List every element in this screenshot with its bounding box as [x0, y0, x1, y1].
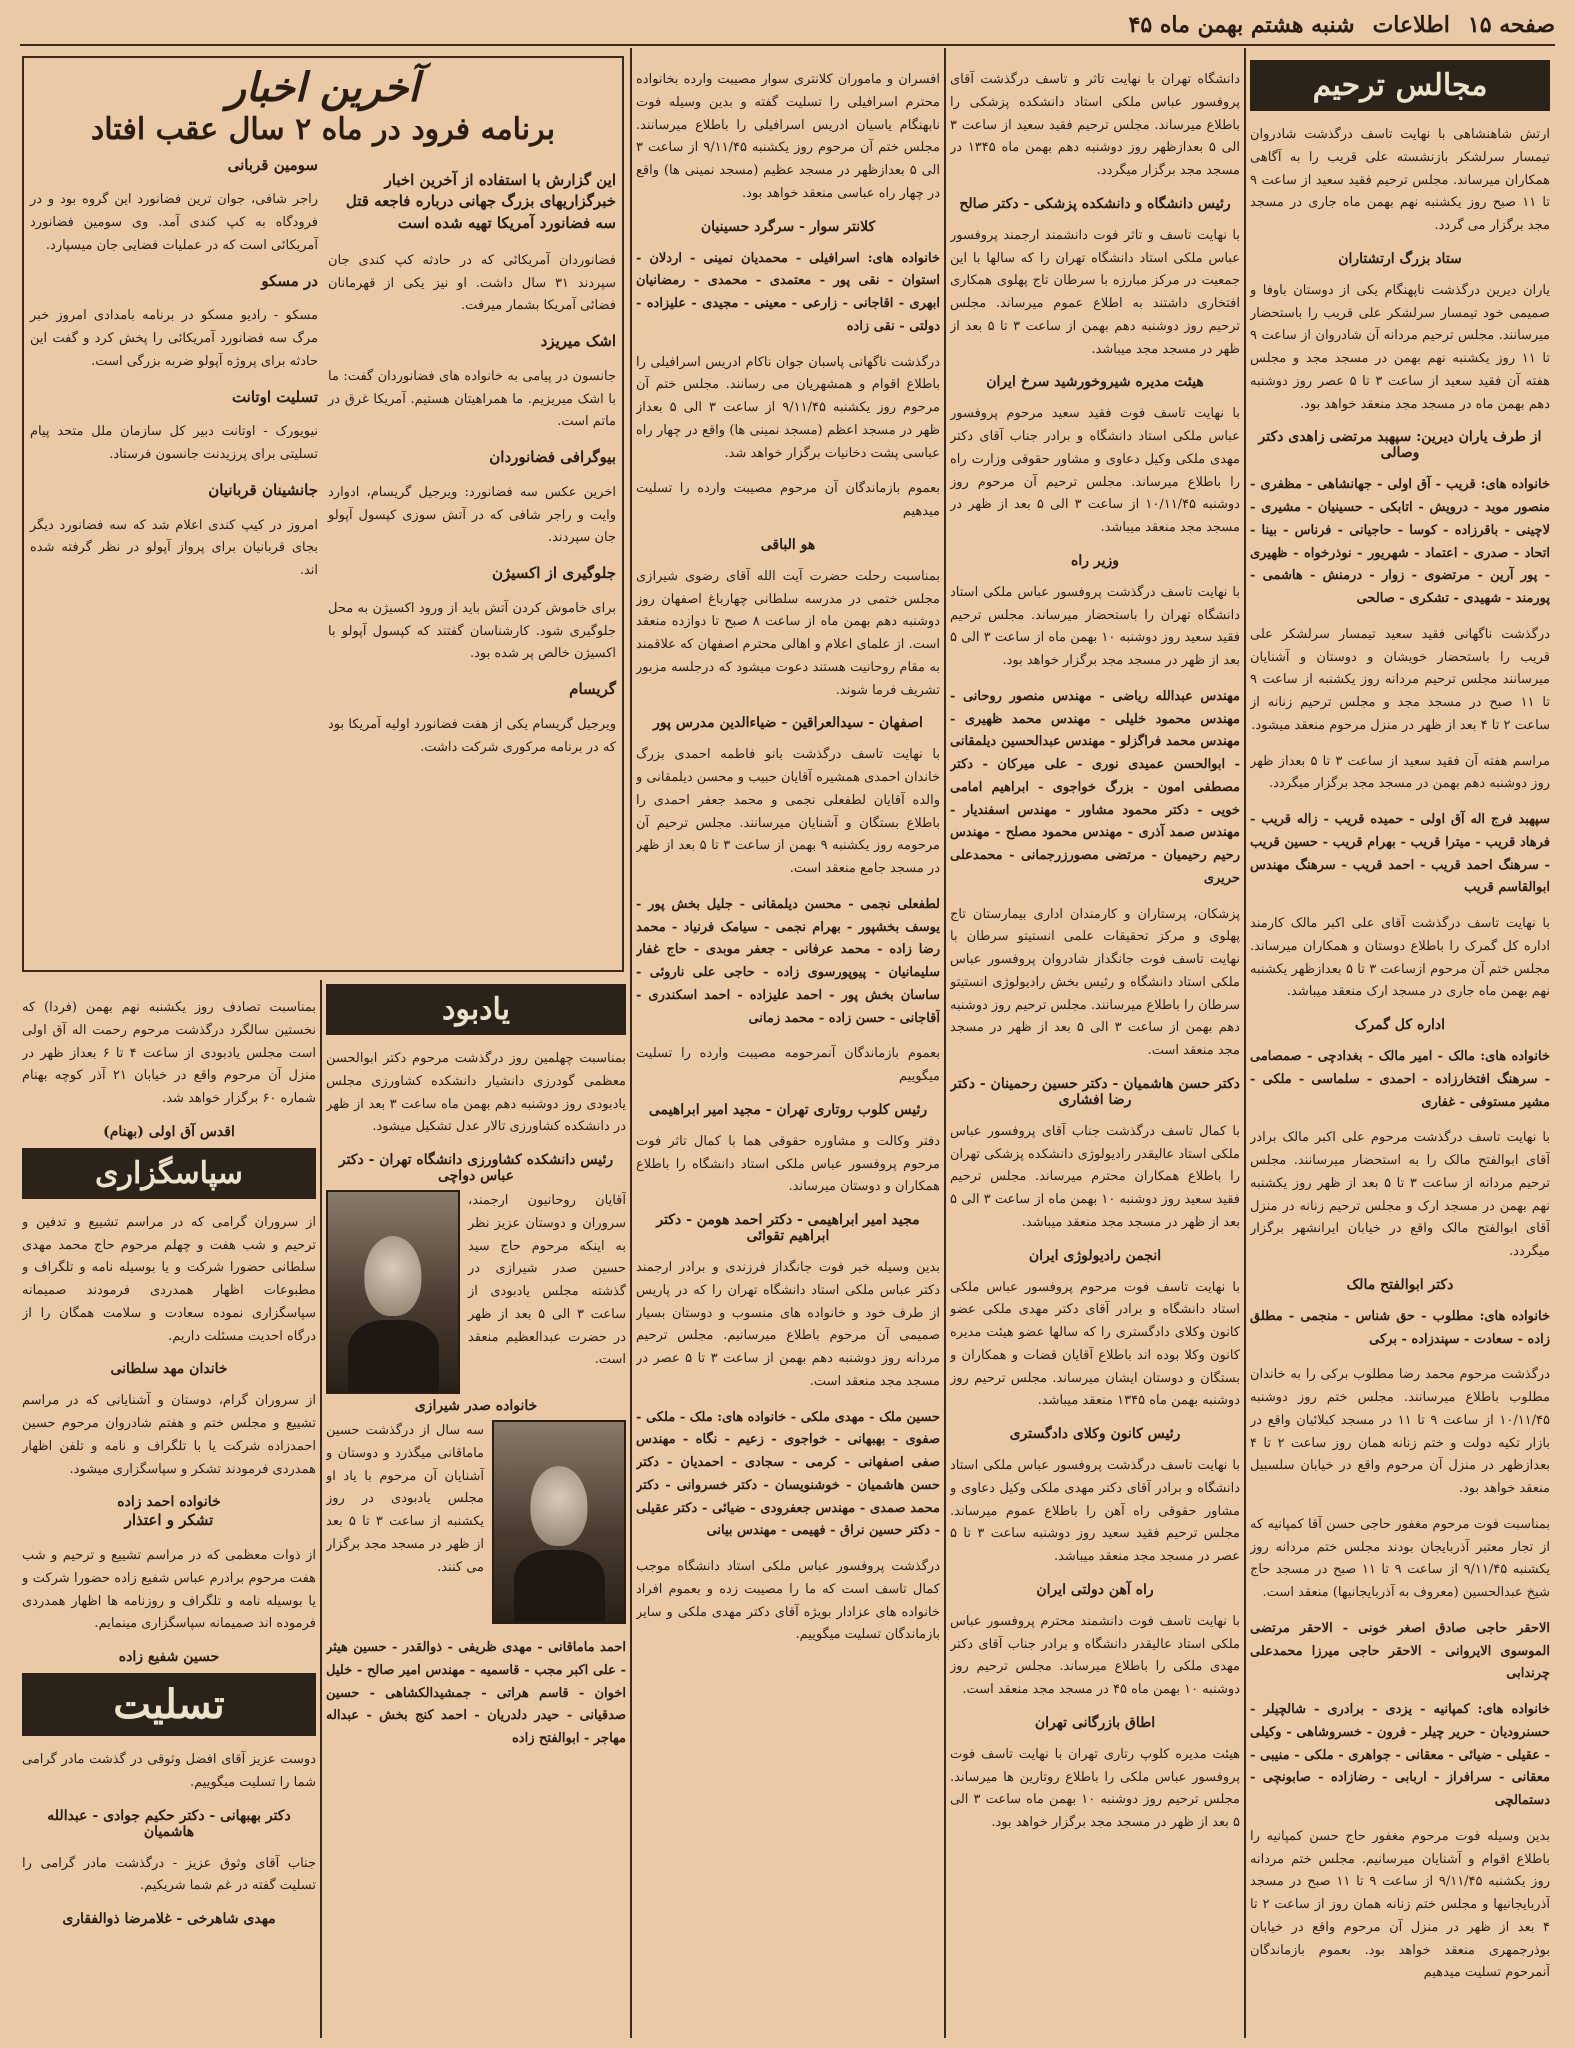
notice-signature: اقدس آق اولی (بهنام) [103, 1123, 235, 1140]
news-text: مسکو - رادیو مسکو در برنامه بامدادی امروز خبر مرگ سه فضانورد آمریکائی را پخش کرد و گفت این حادثه برای پروژه آپولو ضربه بزرگی است. [30, 308, 318, 369]
notice-signature: هیئت مدیره شیروخورشید سرخ ایران [986, 374, 1204, 391]
notice-text: با نهایت تاسف و تاثر فوت دانشمند ارجمند پروفسور عباس ملکی استاد دانشگاه تهران را که سالها با این جمعیت در مرکز مبارزه با سرطان تاج پهلوی همکاری افتخاری داشتند به اطلاع عموم میرساند. مجلس ترحیم روز دوشنبه دهم بهمن از ساعت ۳ تا ۵ بعد از ظهر در مسجد مجد میباشد. [950, 227, 1240, 357]
notice-text: افسران و ماموران کلانتری سوار مصیبت وارده بخانواده محترم اسرافیلی را تسلیت گفته و بدین وسیله فوت نابهنگام یاسیان ادریس اسرافیلی را باطلاع میرسانند. مجلس ختم آن مرحوم روز یکشنبه ۹/۱۱/۴۵ از ساعت ۳ الی ۵ بعدازظهر در مسجد عظیم (مسجد نمینی ها) واقع در چهار راه عباسی منعقد خواهد بود. [636, 72, 940, 201]
news-subhead: اشک میریزد [540, 332, 616, 350]
notice-text: دانشگاه تهران با نهایت تاثر و تاسف درگذشت آقای پروفسور عباس ملکی استاد دانشکده پزشکی را باطلاع میرساند. مجلس ترحیم فقید سعید از ساعت ۳ الی ۵ بعدازظهر روز دوشنبه دهم بهمن ماه ۱۳۴۵ در مسجد مجد برگزار میگردد. [950, 72, 1240, 178]
name-list: حسین ملک - مهدی ملکی - خانواده های: ملک - ملکی - صفوی - بهبهانی - خواجوی - زعیم - نگاه - مهندس صفی اصفهانی - کرمی - سجادی - احمدیان - دکتر حسن هاشمیان - خوشنویسان - دکتر خسروانی - دکتر محمد صمدی - مهندس جعفرودی - ضیائی - دکتر عقیلی - دکتر حسین نراق - فهیمی - مهندس بیانی [636, 1409, 940, 1539]
notice-text: بعموم بازماندگان آنمرحومه مصیبت وارده را تسلیت میگوییم [636, 1046, 940, 1084]
notice-signature: خانواده صدر شیرازی [414, 1398, 538, 1414]
notice-text: با نهایت تاسف فوت دانشمند محترم پروفسور عباس ملکی استاد عالیقدر دانشگاه و برادر جناب آقای دکتر مهدی ملکی را باطلاع میرساند. مجلس ترحیم روز دوشنبه ۱۰ بهمن ماه ۴۵ در مسجد مجد منعقد است. [950, 1613, 1240, 1697]
family-list: خانواده های: قریب - آق اولی - جهانشاهی - مظفری - منصور موید - درویش - اتابکی - حسینیان - مشیری - لاچینی - باقرزاده - کوسا - حاجیانی - فرناس - بینا - اتحاد - صدری - اعتماد - شهریور - نوذرخواه - ظهیری - پور آرین - مرتضوی - زوار - درمنش - هاشمی - پورمند - شهیدی - تشکری - صالحی [1250, 477, 1550, 606]
portrait-face [364, 1236, 421, 1316]
notice-signature: انجمن رادیولوژی ایران [1028, 1247, 1162, 1264]
notice-text: بمناسبت تصادف روز یکشنبه نهم بهمن (فردا) که نخستین سالگرد درگذشت مرحوم رحمت اله آق اولی است مجلس یادبودی از ساعت ۴ تا ۶ بعداز ظهر در منزل آن مرحوم واقع در خیابان ۲۱ آذر کوچه بهنام شماره ۶۰ برگزار خواهد شد. [22, 1000, 316, 1106]
notice-text: درگذشت پروفسور عباس ملکی استاد دانشگاه موجب کمال تاسف است که ما را مصیبت زده و بعموم افراد خانواده های عزادار بویژه آقای دکتر مهدی ملکی و سایر بازماندگان تسلیت میگوییم. [636, 1559, 940, 1643]
notice-text: درگذشت ناگهانی فقید سعید تیمسار سرلشکر علی قریب را باستحضار خویشان و دوستان و آشنایان میرسانند مجلس ترحیم مردانه روز یکشنبه از ساعت ۹ تا ۱۱ صبح در مسجد مجد و مجلس ترحیم زنانه از ساعت ۲ تا ۴ بعد از ظهر در منزل مرحوم منعقد میشود. [1250, 626, 1550, 733]
column-rule [944, 48, 946, 2038]
family-list: خانواده های: مطلوب - حق شناس - منجمی - مطلق زاده - سعادت - سپندزاده - برکی [1250, 1308, 1550, 1347]
notice-text: از ذوات معظمی که در مراسم تشییع و ترحیم و شب هفت مرحوم برادرم عباس شفیع زاده حضورا شرکت و یا بوسیله نامه و تلگراف و روزنامه ها اظهار همدردی فرموده اند صمیمانه سپاسگزاری مینمایم. [22, 1548, 316, 1632]
notice-signature: دکتر بهبهانی - دکتر حکیم جوادی - عبدالله هاشمیان [47, 1807, 291, 1840]
notice-text: درگذشت مرحوم محمد رضا مطلوب برکی را به خاندان مطلوب باطلاع میرسانند. مجلس ختم روز دوشنبه ۱۰/۱۱/۴۵ از ساعت ۹ تا ۱۱ در مسجد کبلائیان واقع در بازار تکیه دولت و ختم زنانه همان روز ساعت ۲ تا ۴ بعدازظهر در منزل آن مرحوم واقع در خیابان سلسبیل منعقد خواهد بود. [1250, 1367, 1550, 1496]
majlis-title: مجالس ترحیم [1250, 60, 1550, 111]
notice-text: با نهایت تاسف فوت مرحوم پروفسور عباس ملکی استاد دانشگاه و برادر آقای دکتر مهدی ملکی عضو کانون وکلای دادگستری را که سالها عضو هیئت مدیره کانون وکلا بوده اند باطلاع آقایان قضات و همکاران و بستگان و دوستان ایشان میرساند. مجلس ترحیم روز دوشنبه بهمن ماه ۱۳۴۵ منعقد میباشد. [950, 1279, 1240, 1409]
news-text: جانسون در پیامی به خانواده های فضانوردان گفت: ما با اشک میریزیم. ما همراهیتان هستیم. آمریکا غرق در ماتم است. [328, 368, 616, 430]
family-list: خانواده های: اسرافیلی - محمدیان نمینی - اردلان - استوان - نقی پور - معتمدی - محمدی - رمضانیان ابهری - اقاجانی - زارعی - معینی - مجیدی - علیزاده - دولتی - نقی زاده [636, 250, 940, 334]
column-rule [1244, 48, 1246, 2038]
notice-text: با نهایت تاسف درگذشت پروفسور عباس ملکی استاد دانشگاه تهران را باستحضار میرساند. مجلس ترحیم فقید سعید روز دوشنبه ۱۰ بهمن ماه از ساعت ۳ الی ۵ بعد از ظهر در مسجد مجد برگزار خواهد بود. [950, 584, 1240, 668]
notice-text: بمناسبت فوت مرحوم مغفور حاجی حسن آقا کمپانیه که از تجار معتبر آذربایجان بودند مجلس ختم مردانه روز یکشنبه ۹/۱۱/۴۵ از ساعت ۹ تا ۱۱ صبح در مسجد حاج شیخ عبدالحسین (معروف به آذربایجانیها) منعقد است. [1250, 1516, 1550, 1600]
notice-text: آقایان روحانیون ارجمند، سروران و دوستان عزیز نظر به اینکه مرحوم حاج سید حسین صدر شیرازی در گذشته مجلس یادبودی از ساعت ۳ الی ۵ بعد از ظهر در حضرت عبدالعظیم منعقد است. [468, 1193, 626, 1368]
university-column [950, 56, 1240, 2036]
newspaper-name: اطلاعات [1372, 12, 1450, 38]
notice-text: یاران دیرین درگذشت ناپهنگام یکی از دوستان باوفا و صمیمی خود تیمسار سرلشکر علی قریب را باستحضار میرسانند. مجلس ترحیم مردانه آن شادروان از ساعت ۹ تا ۱۱ روز یکشنبه نهم بهمن در مسجد مجد و مجلس هفته آن فقید سعید از ساعت ۳ تا ۵ عصر روز دوشنبه دهم بهمن ماه در مسجد مجد منعقد خواهد بود. [1250, 282, 1550, 412]
notice-text: مراسم هفته آن فقید سعید از ساعت ۳ تا ۵ بعداز ظهر روز دوشنبه دهم بهمن در مسجد مجد برگزار میگردد. [1250, 753, 1550, 792]
notice-signature: از طرف یاران دیرین: سپهبد مرتضی زاهدی دکتر وصالی [1258, 429, 1542, 462]
notice-signature: ستاد بزرگ ارتشتاران [1338, 250, 1462, 267]
notice-text: بعموم بازماندگان آن مرحوم مصیبت وارده را تسلیت میدهیم [636, 481, 940, 519]
notice-heading: هو الباقی [760, 536, 816, 553]
notice-signature: خانواده احمد زاده [117, 1494, 221, 1511]
news-subhead: گریسام [569, 680, 616, 698]
notice-signature: مهدی شاهرخی - غلامرضا ذوالفقاری [62, 1911, 276, 1927]
notice-signature: دکتر ابوالفتح مالک [1346, 1276, 1454, 1293]
column-rule [320, 980, 322, 2038]
latest-news-title: آخرین اخبار [226, 64, 420, 111]
notice-signature: رئیس کلوب روتاری تهران - مجید امیر ابراهیمی [648, 1101, 928, 1118]
memorial-column [326, 984, 626, 2034]
notice-text: بدین وسیله فوت مرحوم مغفور حاج حسن کمپانیه را باطلاع اقوام و آشنایان میرسانیم. مجلس ختم مردانه روز یکشنبه ۹/۱۱/۴۵ از ساعت ۹ تا ۱۱ صبح در مسجد آذربایجانیها و مجلس ختم زنانه همان روز از ساعت ۲ تا ۴ بعد از ظهر در منزل آن مرحوم واقع در خیابان بوذرجمهری منعقد خواهد بود. بعموم بازماندگان آنمرحوم تسلیت میدهیم [1250, 1828, 1550, 1981]
issue-date: شنبه هشتم بهمن ماه ۴۵ [1128, 12, 1355, 38]
notice-text: بمناسبت رحلت حضرت آیت الله آقای رضوی شیرازی مجلس ختمی در مدرسه سلطانی چهارباغ اصفهان روز دوشنبه دهم بهمن ماه از ساعت ۸ صبح تا دوازده منعقد است. از علمای اعلام و اهالی محترم اصفهان که علاقمند به مقام روحانیت هستند دعوت میشود که درجلسه مزبور تشریف فرما شوند. [636, 568, 940, 698]
portrait-suit [514, 1550, 605, 1622]
news-subhead: بیوگرافی فضانوردان [489, 448, 616, 466]
news-lead: این گزارش با استفاده از آخرین اخبار خبرگزاریهای بزرگ جهانی درباره فاجعه قتل سه فضانورد آمریکا تهیه شده است [345, 170, 616, 232]
notice-text: از سروران گرامی که در مراسم تشییع و تدفین و ترحیم و شب هفت و چهلم مرحوم حاج محمد مهدی سلطانی حضورا شرکت و یا بوسیله نامه و تلگراف و مطبوعات اظهار همدردی فرمودند صمیمانه سپاسگزاری نموده سعادت و سلامت همگان را از درگاه احدیت مسئلت داریم. [22, 1214, 316, 1344]
news-subhead: در مسکو [261, 271, 318, 290]
page-header [20, 8, 1555, 42]
news-text: راجر شافی، جوان ترین فضانورد این گروه بود و در فرودگاه به کپ کندی آمد. وی سومین فضانورد آمریکائی است که در عملیات فضایی جان میسپارد. [30, 192, 318, 253]
name-list: مهندس عبدالله ریاضی - مهندس منصور روحانی - مهندس محمود خلیلی - مهندس محمد ظهیری - مهندس محمد فراگزلو - مهندس عبدالحسین دیلمقانی - ابوالحسن عمیدی نوری - علی میرکان - دکتر مصطفی امون - بزرگ خواجوی - ابراهیم امامی خویی - دکتر محمود مشاور - مهندس اسفندیار - مهندس صمد آذری - مهندس محمود مصلح - مهندس رحیم رحیمیان - مرتضی مصورزرجمانی - محمدعلی حریری [950, 688, 1240, 886]
news-subhead: جانشینان قربانیان [208, 480, 318, 499]
notice-text: سه سال از درگذشت حسین ماماقانی میگذرد و دوستان و آشنایان آن مرحوم با یاد او مجلس یادبودی در روز یکشنبه از ساعت ۳ تا ۵ بعد از ظهر در مسجد مجد برگزار می کنند. [326, 1423, 484, 1575]
news-text: فضانوردان آمریکائی که در حادثه کپ کندی جان سپردند ۳۱ سال داشت. او نیز یکی از قهرمانان فضائی آمریکا بشمار میرفت. [328, 252, 616, 314]
thanks-subhead: تشکر و اعتذار [124, 1511, 214, 1530]
portrait-face [530, 1466, 587, 1546]
name-list: احمد ماماقانی - مهدی ظریفی - ذوالقدر - حسین هیثر - علی اکبر مجب - قاسمیه - مهندس امیر صالح - خلیل اخوان - قاسم هراتی - جمشیدالکشاهی - حسین صدقیانی - حیدر دلدریان - احمد کنج بخش - عبداله مهاجر - ابوالفتح زاده [326, 1640, 626, 1746]
news-subhead: سومین قربانی [227, 155, 318, 174]
news-headline: برنامه فرود در ماه ۲ سال عقب افتاد [90, 112, 556, 147]
notice-text: از سروران گرام، دوستان و آشنایانی که در مراسم تشییع و مجلس ختم و هفتم شادروان مرحوم حسین احمدزاده شرکت یا با تلگراف و نامه و تلفن اظهار همدردی فرمودند تشکر و سپاسگزاری میشود. [22, 1393, 316, 1477]
notice-signature: رئیس دانشکده کشاورزی دانشگاه تهران - دکتر عباس دواچی [338, 1152, 614, 1184]
notice-signature: الاحقر حاجی صادق اصغر خونی - الاحقر مرتضی الموسوی الایروانی - الاحقر حاجی میرزا محمدعلی چرندابی [1250, 1620, 1550, 1682]
news-text: اخرین عکس سه فضانورد: ویرجیل گریسام، ادوارد وایت و راجر شافی که در آتش سوزی کپسول آپولو جان سپردند. [328, 484, 616, 546]
notice-text: با کمال تاسف درگذشت جناب آقای پروفسور عباس ملکی استاد عالیقدر رادیولوژی دانشکده پزشکی تهران را باطلاع همکاران محترم میرساند. مجلس ترحیم فقید سعید روز دوشنبه ۱۰ بهمن ماه از ساعت ۳ الی ۵ بعد از ظهر در مسجد مجد منعقد میباشد. [950, 1123, 1240, 1230]
notice-text: بدین وسیله خبر فوت جانگداز فرزندی و برادر ارجمند دکتر عباس ملکی استاد دانشگاه تهران را که در پاریس از طرف خود و خانواده های منسوب و دوستان بسیار صمیمی آن مرحوم باطلاع میرسانیم. مجلس ترحیم مردانه روز دوشنبه دهم بهمن از ساعت ۳ تا ۵ عصر در مسجد مجد منعقد است. [636, 1260, 940, 1389]
family-list: سپهبد فرج اله آق اولی - حمیده قریب - زاله قریب - فرهاد قریب - میترا قریب - بهرام قریب - حسین قریب - سرهنگ احمد قریب - احمد قریب - سرهنگ مهندس ابوالقاسم قریب [1250, 812, 1550, 896]
notice-text: دوست عزیز آقای افضل وثوقی در گذشت مادر گرامی شما را تسلیت میگوییم. [22, 1752, 316, 1790]
notice-signature: اصفهان - سیدالعراقین - ضیاءالدین مدرس پور [653, 715, 923, 732]
news-subhead: جلوگیری از اکسیژن [491, 564, 616, 582]
notice-text: درگذشت ناگهانی پاسبان جوان ناکام ادریس اسرافیلی را باطلاع اقوام و همشهریان می رسانند. مجلس ختم آن مرحوم روز یکشنبه ۹/۱۱/۴۵ از ساعت ۳ الی ۵ بعداز ظهر در مسجد اعظم (مسجد نمینی ها) واقع در چهار راه عباسی پشت دخانیات برگزار خواهد شد. [636, 354, 940, 461]
middle-column [636, 56, 940, 2036]
notice-signature: دکتر حسن هاشمیان - دکتر حسین رحمینان - دکتر رضا افشاری [950, 1075, 1240, 1108]
notice-text: هیئت مدیره کلوپ رتاری تهران با نهایت تاسف فوت پروفسور عباس ملکی را باطلاع روتارین ها میرساند. مجلس ترحیم روز دوشنبه ۱۰ بهمن ماه ساعت ۳ الی ۵ بعد از ظهر در مسجد مجد برگزار خواهد بود. [950, 1746, 1240, 1830]
condolence-title: تسلیت [22, 1673, 316, 1736]
notice-text: با نهایت تاسف فوت فقید سعید مرحوم پروفسور عباس ملکی استاد دانشگاه و برادر جناب آقای دکتر مهدی ملکی وکیل دعاوی و مشاور حقوقی وزارت راه را باطلاع میرساند. مجلس ترحیم آن مرحوم روز دوشنبه ۱۰/۱۱/۴۵ از ساعت ۳ الی ۵ بعد از ظهر در مسجد مجد منعقد میباشد. [950, 406, 1240, 535]
news-text: برای خاموش کردن آتش باید از ورود اکسیژن به محل جلوگیری شود. کارشناسان گفتند که کپسول آپولو با اکسیژن خالص پر شده بود. [328, 600, 616, 662]
notice-text: ارتش شاهنشاهی با نهایت تاسف درگذشت شادروان تیمسار سرلشکر بازنشسته علی قریب را به آگاهی همکاران میرساند. مجلس ترحیم فقید سعید از ساعت ۹ تا ۱۱ صبح روز یکشنبه نهم بهمن ماه جاری در مسجد مجد برگزار می گردد. [1250, 127, 1550, 233]
page-number: صفحه ۱۵ [1467, 12, 1555, 38]
family-list: خانواده های: کمپانیه - یزدی - برادری - شالچیلر - حسنرودیان - حریر چیلر - فرون - خسروشاهی - وکیلی - عقیلی - ضیائی - معقانی - جواهری - ملکی - منیبی - معقانی - سرافراز - اربابی - رضازاده - صابونچی - دستمالچی [1250, 1702, 1550, 1808]
notice-signature: رئیس دانشگاه و دانشکده پزشکی - دکتر صالح [959, 195, 1231, 212]
column-rule [630, 48, 632, 2038]
notice-signature: اداره کل گمرک [1354, 1017, 1446, 1033]
notice-signature: راه آهن دولتی ایران [1036, 1581, 1154, 1598]
notice-text: با نهایت تاسف درگذشت آقای علی اکبر مالک کارمند اداره کل گمرک را باطلاع دوستان و همکاران میرساند. مجلس ختم آن مرحوم ازساعت ۳ تا ۵ بعدازظهر یکشنبه نهم بهمن ماه جاری در مسجد ارک منعقد میباشد. [1250, 916, 1550, 1000]
news-text: امروز در کیپ کندی اعلام شد که سه فضانورد دیگر بجای قربانیان برای پرواز آپولو در نظر گرفته شده اند. [30, 517, 318, 578]
notice-text: جناب آقای وثوق عزیز - درگذشت مادر گرامی را تسلیت گفته در غم شما شریکیم. [22, 1855, 316, 1894]
notice-signature: اطاق بازرگانی تهران [1034, 1714, 1156, 1731]
news-text: ویرجیل گریسام یکی از هفت فضانورد اولیه آمریکا بود که در برنامه مرکوری شرکت داشت. [328, 716, 616, 755]
notice-signature: مجید امیر ابراهیمی - دکتر احمد هومن - دکتر ابراهیم تقوائی [656, 1212, 920, 1244]
memorial-block-1 [326, 1190, 626, 1394]
family-list: خانواده های: مالک - امیر مالک - بغدادچی - صمصامی - سرهنگ افتخارزاده - احمدی - سلماسی - ملکی - مشیر مستوفی - غفاری [1250, 1049, 1550, 1110]
news-column-left [30, 155, 318, 773]
notice-signature: رئیس کانون وکلای دادگستری [1009, 1426, 1181, 1442]
notice-signature: وزیر راه [1070, 552, 1119, 569]
notice-text: بمناسبت چهلمین روز درگذشت مرحوم دکتر ابوالحسن معظمی گودرزی دانشیار دانشکده کشاورزی مجلس یادبودی روز دوشنبه دهم بهمن ماه ساعت ۳ بعد از ظهر در دانشکده کشاورزی تالار عدل تشکیل میشود. [326, 1051, 626, 1135]
memorial-title: یادبود [326, 984, 626, 1035]
news-columns [30, 155, 616, 773]
notice-signature: خاندان مهد سلطانی [110, 1361, 228, 1378]
portrait-photo [326, 1190, 460, 1394]
name-list: لطفعلی نجمی - محسن دیلمقانی - جلیل بخش پور - یوسف بخشپور - بهرام نجمی - سیامک فرنیاد - محمد رضا زاده - محمد عرفانی - جعفر موبدی - حاج غفار سلیمانیان - پیوپورسوی زاده - حاجی علی ناروئی - ساسان بخش پور - احمد علیزاده - احمد اسکندری - آقاجانی - حسن زاده - محمد زمانی [636, 896, 940, 1026]
latest-news-box [22, 56, 624, 972]
majlis-column [1250, 60, 1550, 2040]
notice-signature: حسین شفیع زاده [118, 1649, 220, 1665]
notice-signature: کلانتر سوار - سرگرد حسینیان [700, 218, 876, 235]
news-text: نیویورک - اوتانت دبیر کل سازمان ملل متحد پیام تسلیتی برای پرزیدنت جانسون فرستاد. [30, 424, 318, 462]
portrait-suit [348, 1320, 439, 1392]
portrait-photo [492, 1420, 626, 1624]
thanks-column [22, 984, 316, 2034]
notice-text: دفتر وکالت و مشاوره حقوقی هما با کمال تاثر فوت مرحوم پروفسور عباس ملکی استاد دانشگاه را باطلاع همکاران و دوستان میرساند. [636, 1133, 940, 1195]
notice-text: با نهایت تاسف درگذشت مرحوم علی اکبر مالک برادر آقای ابوالفتح مالک را به استحضار میرسانند. مجلس ترحیم مردانه از ساعت ۳ تا ۵ بعد از ظهر روز یکشنبه نهم بهمن در مسجد ارک و مجلس ترحیم زنانه در منزل آقای ابوالفتح مالک واقع در خیابان ایرانشهر برگزار میگردد. [1250, 1130, 1550, 1259]
news-column-right [328, 155, 616, 773]
header-rule [20, 44, 1555, 46]
news-subhead: تسلیت اوتانت [231, 387, 318, 406]
notice-text: با نهایت تاسف درگذشت بانو فاطمه احمدی بزرگ خاندان احمدی همشیره آقایان حبیب و محسن دیلمقانی و والده آقایان لطفعلی نجمی و محمد جعفر احمدی را باطلاع بستگان و آشنایان میرسانند. مجلس ترحیم آن مرحومه روز یکشنبه ۹ بهمن از ساعت ۳ تا ۵ بعد از ظهر در مسجد جامع منعقد است. [636, 747, 940, 876]
memorial-block-2 [326, 1420, 626, 1624]
notice-text: پزشکان، پرستاران و کارمندان اداری بیمارستان تاج پهلوی و مرکز تحقیقات علمی انستیتو سرطان با نهایت تاسف فوت جانگداز شادروان پروفسور عباس ملکی استاد دانشگاه و رئیس بخش رادیولوژی انستیتو سرطان را باطلاع میرسانند. مجلس ترحیم روز دوشنبه دهم بهمن از ساعت ۳ الی ۵ بعد از ظهر در مسجد مجد منعقد است. [950, 906, 1240, 1058]
notice-text: با نهایت تاسف درگذشت پروفسور عباس ملکی استاد دانشگاه و برادر آقای دکتر مهدی ملکی وکیل دعاوی و مشاور حقوقی راه آهن را باطلاع عموم میرساند. مجلس ترحیم فقید سعید روز دوشنبه ساعت ۳ تا ۵ عصر در مسجد مجد منعقد میباشد. [950, 1458, 1240, 1564]
thanks-title: سپاسگزاری [22, 1148, 316, 1199]
